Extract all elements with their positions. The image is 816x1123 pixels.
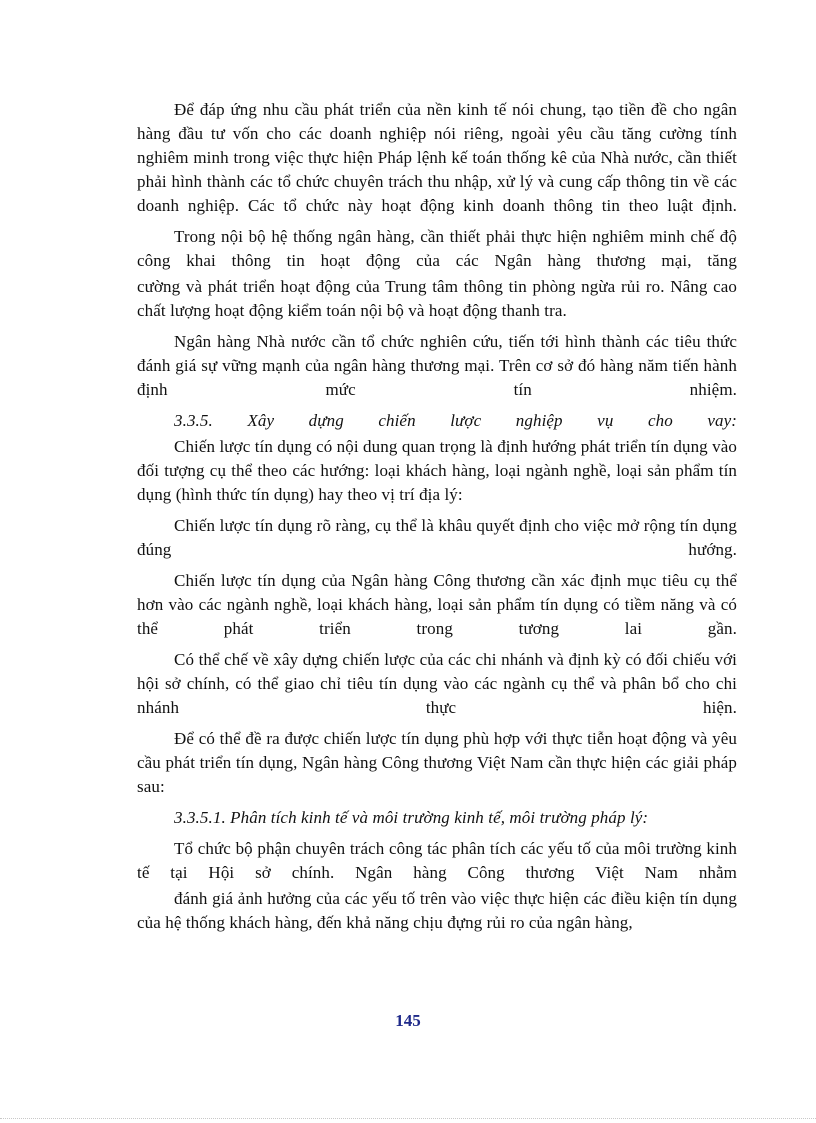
paragraph-3: cường và phát triển hoạt động của Trung tâm thông tin phòng ngừa rủi ro. Nâng cao chất lượng hoạt động kiểm toán nội bộ và hoạt động thanh tra. xyxy=(137,277,737,320)
paragraph-8: Có thể chế về xây dựng chiến lược của các chi nhánh và định kỳ có đối chiếu với hội sở chính, có thể giao chỉ tiêu tín dụng vào các ngành cụ thể và phân bổ cho chi nhánh thực hiện. xyxy=(137,650,737,717)
paragraph-4: Ngân hàng Nhà nước cần tổ chức nghiên cứu, tiến tới hình thành các tiêu thức đánh giá sự vững mạnh của ngân hàng thương mại. Trên cơ sở đó hàng năm tiến hành định mức tín nhiệm. xyxy=(137,332,737,399)
paragraph-1: Để đáp ứng nhu cầu phát triển của nền kinh tế nói chung, tạo tiền đề cho ngân hàng đầu tư vốn cho các doanh nghiệp nói riêng, ngoài yêu cầu tăng cường tính nghiêm minh trong việc thực hiện Pháp lệnh kế toán thống kê của Nhà nước, cần thiết phải hình thành các tổ chức chuyên trách thu nhập, xử lý và cung cấp thông tin về các doanh nghiệp. Các tổ chức này hoạt động kinh doanh thông tin theo luật định. xyxy=(137,100,737,215)
paragraph-9: Để có thể đề ra được chiến lược tín dụng phù hợp với thực tiễn hoạt động và yêu cầu phát triển tín dụng, Ngân hàng Công thương Việt Nam cần thực hiện các giải pháp sau: xyxy=(137,729,737,796)
paragraph-6: Chiến lược tín dụng rõ ràng, cụ thể là khâu quyết định cho việc mở rộng tín dụng đúng hướng. xyxy=(137,516,737,559)
section-heading-3-3-5: 3.3.5. Xây dựng chiến lược nghiệp vụ cho vay: xyxy=(174,411,737,430)
paragraph-10: Tổ chức bộ phận chuyên trách công tác phân tích các yếu tố của môi trường kinh tế tại Hội sở chính. Ngân hàng Công thương Việt Nam nhằm xyxy=(137,839,737,882)
paragraph-5: Chiến lược tín dụng có nội dung quan trọng là định hướng phát triển tín dụng vào đối tượng cụ thể theo các hướng: loại khách hàng, loại ngành nghề, loại sản phẩm tín dụng (hình thức tín dụng) hay theo vị trí địa lý: xyxy=(137,437,737,504)
section-heading-3-3-5-1: 3.3.5.1. Phân tích kinh tế và môi trường kinh tế, môi trường pháp lý: xyxy=(174,808,649,827)
page-number: 145 xyxy=(395,1011,421,1030)
paragraph-11: đánh giá ảnh hưởng của các yếu tố trên vào việc thực hiện các điều kiện tín dụng của hệ thống khách hàng, đến khả năng chịu đựng rủi ro của ngân hàng, xyxy=(137,889,737,932)
page-bottom-divider xyxy=(0,1118,816,1119)
paragraph-2: Trong nội bộ hệ thống ngân hàng, cần thiết phải thực hiện nghiêm minh chế độ công khai thông tin hoạt động của các Ngân hàng thương mại, tăng xyxy=(137,227,737,270)
page-body xyxy=(137,98,737,942)
paragraph-7: Chiến lược tín dụng của Ngân hàng Công thương cần xác định mục tiêu cụ thể hơn vào các ngành nghề, loại khách hàng, loại sản phẩm tín dụng có tiềm năng và có thể phát triển trong tương lai gần. xyxy=(137,571,737,638)
